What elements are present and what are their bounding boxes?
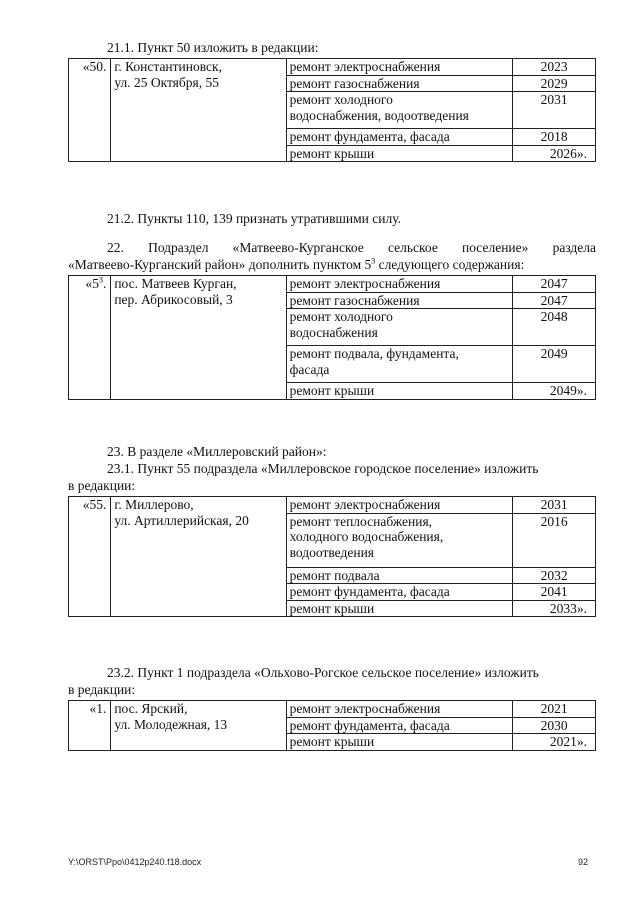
year-cell: 2023: [513, 59, 596, 76]
paragraph-23-1-line2: в редакции:: [68, 478, 136, 493]
item-number: «55.: [69, 497, 111, 617]
work-cell: ремонт крыши: [286, 145, 513, 162]
address-cell: пос. Матвеев Курган, пер. Абрикосовый, 3: [111, 276, 286, 400]
year-cell: 2031: [513, 497, 596, 514]
paragraph-21-2: 21.2. Пункты 110, 139 признать утратившими силу.: [107, 211, 401, 226]
work-cell: ремонт крыши: [286, 734, 513, 751]
year-cell: 2021».: [513, 734, 596, 751]
work-cell: ремонт крыши: [286, 600, 513, 617]
paragraph-23-2-line1: 23.2. Пункт 1 подраздела «Ольхово-Рогское сельское поселение» изложить: [107, 665, 539, 680]
work-cell: ремонт подвала: [286, 567, 513, 584]
work-cell: ремонт электроснабжения: [286, 701, 513, 718]
work-cell: ремонт холодного водоснабжения: [286, 309, 513, 346]
work-cell: ремонт фундамента, фасада: [286, 129, 513, 146]
year-cell: 2026».: [513, 145, 596, 162]
work-cell: ремонт холодного водоснабжения, водоотведения: [286, 92, 513, 129]
year-cell: 2047: [513, 292, 596, 309]
year-cell: 2031: [513, 92, 596, 129]
paragraph-22-line2: «Матвеево-Курганский район» дополнить пунктом $5^3$ следующего содержания:: [68, 256, 525, 272]
work-cell: ремонт электроснабжения: [286, 497, 513, 514]
table-item-55: [68, 496, 596, 617]
work-cell: ремонт фундамента, фасада: [286, 584, 513, 601]
year-cell: 2030: [513, 717, 596, 734]
footer-page-number: 92: [578, 857, 589, 867]
work-cell: ремонт электроснабжения: [286, 59, 513, 76]
work-cell: ремонт фундамента, фасада: [286, 717, 513, 734]
year-cell: 2021: [513, 701, 596, 718]
item-number: «$5^3$.: [69, 276, 111, 400]
work-cell: ремонт электроснабжения: [286, 276, 513, 293]
paragraph-23-2-line2: в редакции:: [68, 682, 136, 697]
work-cell: ремонт теплоснабжения, холодного водоснабжения, водоотведения: [286, 513, 513, 567]
year-cell: 2033».: [513, 600, 596, 617]
section-heading: 21.1. Пункт 50 изложить в редакции:: [107, 40, 319, 55]
year-cell: 2048: [513, 309, 596, 346]
table-item-50: [68, 58, 596, 162]
year-cell: 2041: [513, 584, 596, 601]
year-cell: 2049».: [513, 383, 596, 400]
year-cell: 2016: [513, 513, 596, 567]
item-number: «50.: [69, 59, 111, 162]
work-cell: ремонт газоснабжения: [286, 292, 513, 309]
year-cell: 2018: [513, 129, 596, 146]
address-cell: пос. Ярский, ул. Молодежная, 13: [111, 701, 286, 751]
year-cell: 2049: [513, 346, 596, 383]
address-cell: г. Миллерово, ул. Артиллерийская, 20: [111, 497, 286, 617]
work-cell: ремонт подвала, фундамента, фасада: [286, 346, 513, 383]
table-item-5-3: [68, 275, 596, 400]
paragraph-23: 23. В разделе «Миллеровский район»:: [107, 444, 327, 459]
year-cell: 2029: [513, 75, 596, 92]
footer-file-path: Y:\ORST\Ppo\0412p240.f18.docx: [68, 857, 202, 867]
item-number: «1.: [69, 701, 111, 751]
work-cell: ремонт газоснабжения: [286, 75, 513, 92]
year-cell: 2047: [513, 276, 596, 293]
table-item-1: [68, 700, 596, 751]
paragraph-22-line1: 22. Подраздел «Матвеево-Курганское сельское поселение» раздела: [107, 240, 596, 255]
work-cell: ремонт крыши: [286, 383, 513, 400]
paragraph-23-1-line1: 23.1. Пункт 55 подраздела «Миллеровское городское поселение» изложить: [107, 461, 539, 476]
address-cell: г. Константиновск, ул. 25 Октября, 55: [111, 59, 286, 162]
year-cell: 2032: [513, 567, 596, 584]
